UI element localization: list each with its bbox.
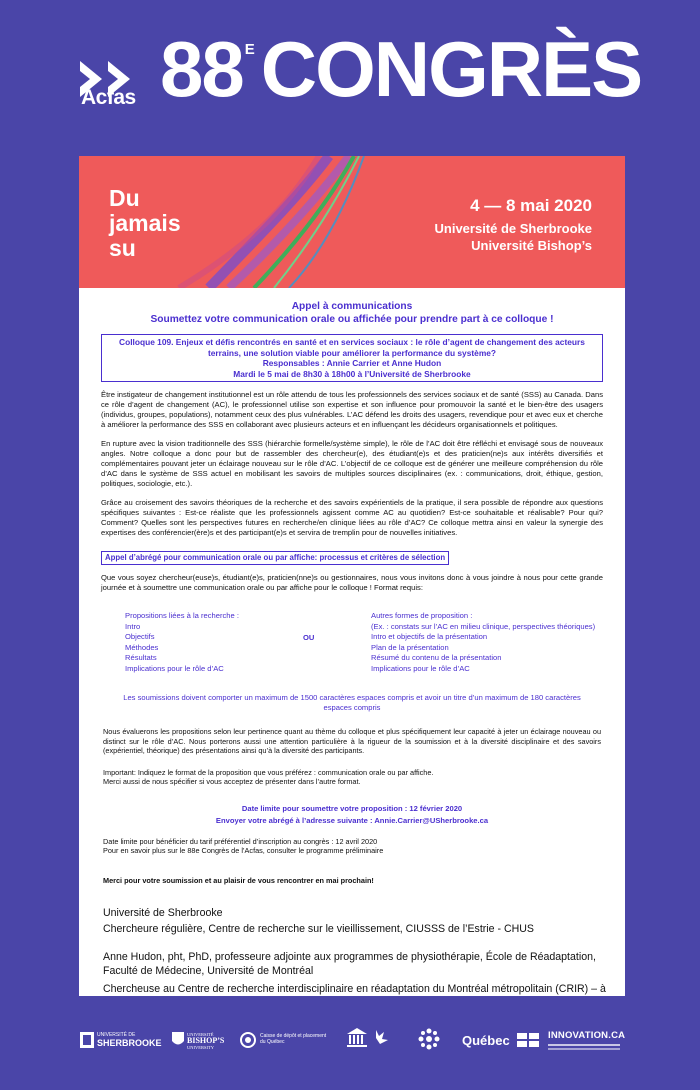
evaluation-paragraph: Nous évaluerons les propositions selon leur pertinence quant au thème du colloque et plus spécifiquement leur capacité à jeter un éclairage nouveau ou distinct sur le rôle d’AC. Nous porterons aussi une attention particulière à la rigueur de la soumission et à la diversité disciplinaire et des savoirs (expérientiel, théorique) des présentations ainsi qu’à la diversité des participants.	[103, 727, 601, 755]
partner-logos: UNIVERSITÉ DE SHERBROOKE UNIVERSITÉ BISHOP’S UNIVERSITY Caisse de dépôt et placement du Québec Québec INNOVATION.CA	[78, 1024, 638, 1064]
radio-canada-gem-icon	[418, 1028, 440, 1050]
deadline-block	[79, 803, 625, 827]
character-limit-note: Les soumissions doivent comporter un maximum de 1500 caractères espaces compris et avoir un titre d’un maximum de 180 caractères espaces compris	[123, 693, 581, 712]
submission-email[interactable]: Envoyer votre abrégé à l’adresse suivante : Annie.Carrier@USherbrooke.ca	[215, 815, 489, 825]
call-for-papers-heading: Appel à communications Soumettez votre communication orale ou affichée pour prendre part à ce colloque !	[150, 301, 554, 325]
registration-info: Date limite pour bénéficier du tarif préférentiel d’inscription au congrès : 12 avril 2020 Pour en savoir plus sur le 88e Congrès de l’Acfas, consulter le programme préliminaire	[103, 836, 384, 855]
quebec-logo: Québec	[462, 1032, 539, 1050]
selection-criteria-heading: Appel d’abrégé pour communication orale ou par affiche: processus et critères de sélection	[101, 551, 449, 565]
submission-formats	[125, 611, 625, 683]
unesco-temple-icon	[346, 1026, 392, 1052]
quebec-fleurdelise-icon	[517, 1033, 539, 1047]
unesco-logo	[346, 1026, 392, 1057]
important-note: Important: Indiquez le format de la proposition que vous préférez : communication orale ou par affiche. Merci aussi de nous spécifier si vous acceptez de présenter dans l’autre format.	[103, 767, 434, 786]
host-universities: Université de Sherbrooke Université Bishop’s	[434, 221, 592, 253]
questions-paragraph: Grâce au croisement des savoirs théoriques de la recherche et des savoirs expérientiels de la pratique, il sera possible de répondre aux questions spécifiques suivantes : Est-ce réaliste que les professionnels agissent comme AC au quotidien? Est-ce souhaitable et réalisable? Pour qui? Comment? Quelles sont les perspectives futures en recherche/en clinique liées au rôle d’AC? Ce colloque mettra ainsi en valeur la synergie des expertises des conférencier(ère)s et des participant(e)s et servira de tremplin pour de nouvelles initiatives.	[101, 498, 603, 537]
thanks-note: Merci pour votre soumission et au plaisir de vous rencontrer en mai prochain!	[103, 875, 374, 885]
event-banner	[79, 156, 625, 288]
format-or-separator: OU	[303, 633, 315, 642]
acfas-wordmark: Acfas	[81, 86, 136, 109]
objective-paragraph: En rupture avec la vision traditionnelle des SSS (hiérarchie formelle/système simple), le rôle de l’AC doit être réfléchi et envisagé sous de nouveaux angles. Notre colloque a donc pour but de rassembler des chercheur(e), des étudiant(e)s et des praticien(ne)s aux intérêts diversifiés et complémentaires pouvant jeter un éclairage nouveau sur le rôle d’AC. L’objectif de ce colloque est de générer une meilleure compréhension du rôle d’AC dans le système de SSS actuel en mobilisant les savoirs de multiples sources disciplinaires (ex. : communications, droit, éthique, gestion, politiques, sociologie, etc.).	[101, 439, 603, 488]
innovation-ca-logo: INNOVATION.CA	[548, 1030, 625, 1050]
event-dates: 4 — 8 mai 2020	[470, 196, 592, 215]
poster-document	[79, 156, 625, 996]
intro-paragraph: Être instigateur de changement institutionnel est un rôle attendu de tous les professionnels des services sociaux et de santé (SSS) au Canada. Dans ce rôle d’agent de changement (AC), le professionnel utilise son expertise et son influence pour promouvoir la santé et le bien-être des usagers (individus, groupes, populations), notamment ceux des plus vulnérables. L’AC défend les droits des usagers, revendique pour et avec eux et cherche à améliorer la performance des SSS en collaborant avec plusieurs acteurs et en influençant les décideurs organisationnels et politiques.	[101, 390, 603, 429]
research-format-list: Propositions liées à la recherche : Intro Objectifs Méthodes Résultats Implications pour le rôle d’AC	[125, 611, 239, 673]
poster-content	[79, 288, 625, 886]
invitation-paragraph: Que vous soyez chercheur(euse)s, étudiant(e)s, praticien(nne)s ou gestionnaires, nous vous invitons donc à vous joindre à nous pour cette grande journée et à soumettre une communication orale ou par affiche pour le colloque ! Format requis:	[101, 573, 603, 592]
colloque-info-box	[101, 334, 603, 382]
colloque-title: Colloque 109. Enjeux et défis rencontrés en santé et en services sociaux : le rôle d’agent de changement des acteurs terrains, une solution viable pour améliorer la performance du système?	[119, 337, 585, 358]
overflow-author-text: Université de Sherbrooke Chercheure régulière, Centre de recherche sur le vieillissement, CIUSSS de l’Estrie - CHUS Anne Hudon, pht, PhD, professeure adjointe aux programmes de physiothérapie, École de Réadaptation, Faculté de Médecine, Université de Montréal Chercheuse au Centre de recherche interdisciplinaire en réadaptation du Montréal métropolitain (CRIR) – à	[103, 907, 606, 995]
other-format-list: Autres formes de proposition : (Ex. : constats sur l’AC en milieu clinique, perspectives théoriques) Intro et objectifs de la présentation Plan de la présentation Résumé du contenu de la présentation Implications pour le rôle d’AC	[371, 611, 596, 673]
colloque-responsables: Responsables : Annie Carrier et Anne Hudon	[262, 358, 442, 368]
bishops-crest-icon	[172, 1032, 184, 1048]
colloque-date-location: Mardi le 5 mai de 8h30 à 18h00 à l’Université de Sherbrooke	[233, 368, 471, 379]
submission-deadline: Date limite pour soumettre votre proposition : 12 février 2020	[241, 803, 463, 813]
congress-title: 88 $^E$CONGRÈS	[160, 25, 642, 113]
caisse-circle-icon	[240, 1032, 256, 1048]
radio-canada-logo	[418, 1028, 440, 1055]
banner-tagline: Du jamais su	[109, 185, 181, 261]
sherbrooke-shield-icon	[80, 1032, 94, 1048]
congress-header	[0, 0, 700, 150]
